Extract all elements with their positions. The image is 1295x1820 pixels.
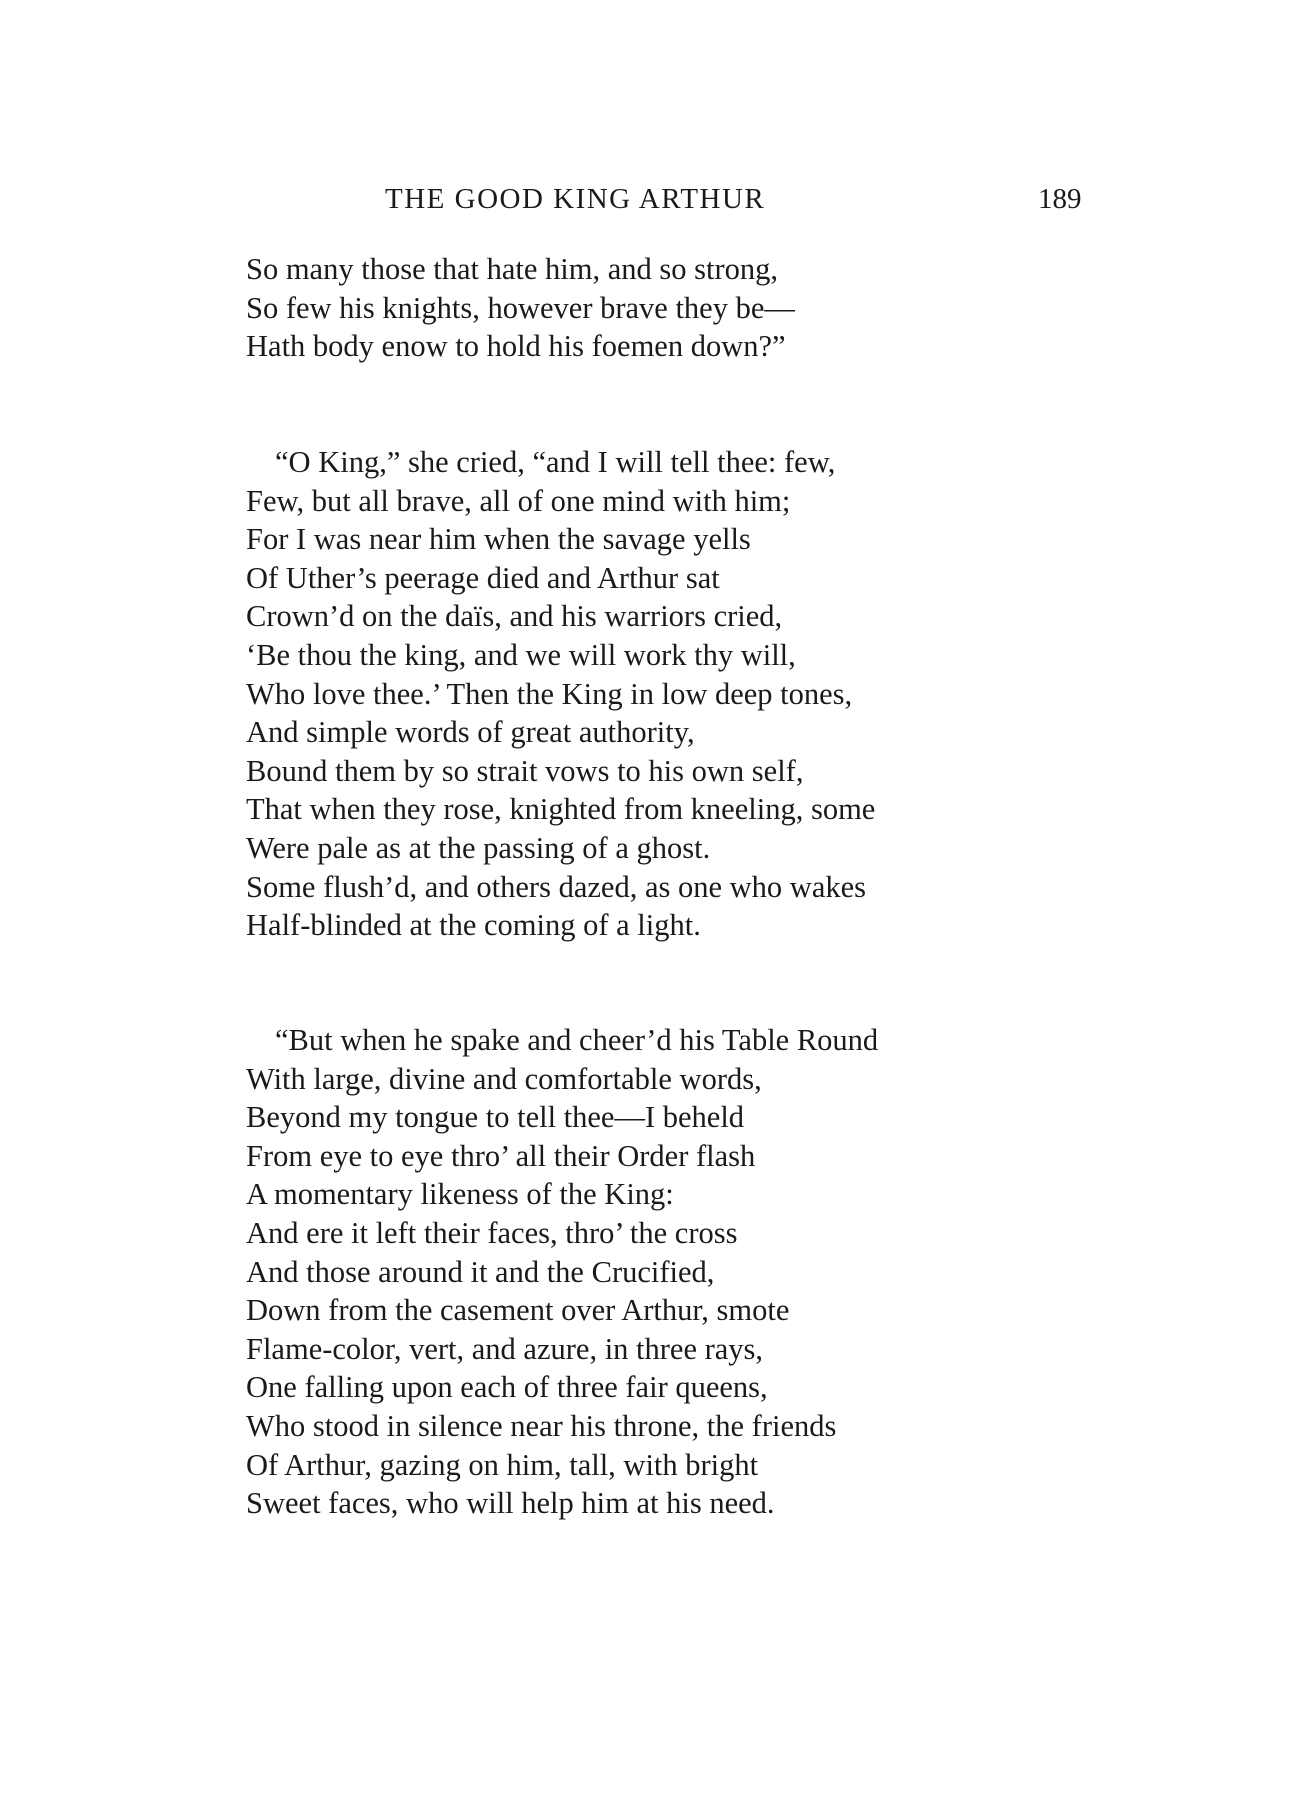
verse-line: “O King,” she cried, “and I will tell thee: few,: [275, 445, 836, 479]
verse-line: So few his knights, however brave they be—: [246, 290, 795, 325]
verse-line: Sweet faces, who will help him at his need.: [246, 1486, 775, 1521]
verse-line: Few, but all brave, all of one mind with him;: [246, 483, 791, 518]
verse-line: “But when he spake and cheer’d his Table Round: [275, 1023, 879, 1057]
verse-line: One falling upon each of three fair queens,: [246, 1370, 768, 1405]
verse-line: Were pale as at the passing of a ghost.: [246, 830, 711, 865]
verse-line: And simple words of great authority,: [246, 715, 695, 750]
verse-line: Some flush’d, and others dazed, as one who wakes: [246, 869, 867, 904]
verse-line: Flame-color, vert, and azure, in three rays,: [246, 1331, 764, 1366]
verse-line: And those around it and the Crucified,: [246, 1254, 715, 1289]
verse-line: Hath body enow to hold his foemen down?”: [246, 329, 786, 364]
verse-line: Of Uther’s peerage died and Arthur sat: [246, 560, 720, 595]
verse-line: Crown’d on the daïs, and his warriors cried,: [246, 599, 783, 634]
verse-line: Bound them by so strait vows to his own self,: [246, 753, 804, 788]
verse-line: A momentary likeness of the King:: [246, 1177, 674, 1212]
verse-line: Who stood in silence near his throne, the friends: [246, 1408, 837, 1443]
stanza-3: [246, 1021, 878, 1523]
verse-line: ‘Be thou the king, and we will work thy will,: [246, 637, 796, 672]
verse-line: So many those that hate him, and so strong,: [246, 252, 778, 286]
verse-line: From eye to eye thro’ all their Order flash: [246, 1138, 756, 1173]
verse-line: With large, divine and comfortable words,: [246, 1061, 762, 1096]
stanza-1: [246, 250, 795, 366]
verse-line: Half-blinded at the coming of a light.: [246, 908, 701, 943]
verse-line: And ere it left their faces, thro’ the cross: [246, 1215, 738, 1250]
verse-line: Of Arthur, gazing on him, tall, with bright: [246, 1447, 759, 1482]
stanza-2: [246, 443, 875, 945]
verse-line: Down from the casement over Arthur, smote: [246, 1293, 790, 1328]
verse-line: Who love thee.’ Then the King in low deep tones,: [246, 676, 853, 711]
verse-line: For I was near him when the savage yells: [246, 522, 751, 557]
running-title: THE GOOD KING ARTHUR: [385, 183, 766, 215]
verse-line: Beyond my tongue to tell thee—I beheld: [246, 1100, 745, 1135]
verse-line: That when they rose, knighted from kneeling, some: [246, 792, 876, 827]
page-number: 189: [1038, 183, 1082, 215]
